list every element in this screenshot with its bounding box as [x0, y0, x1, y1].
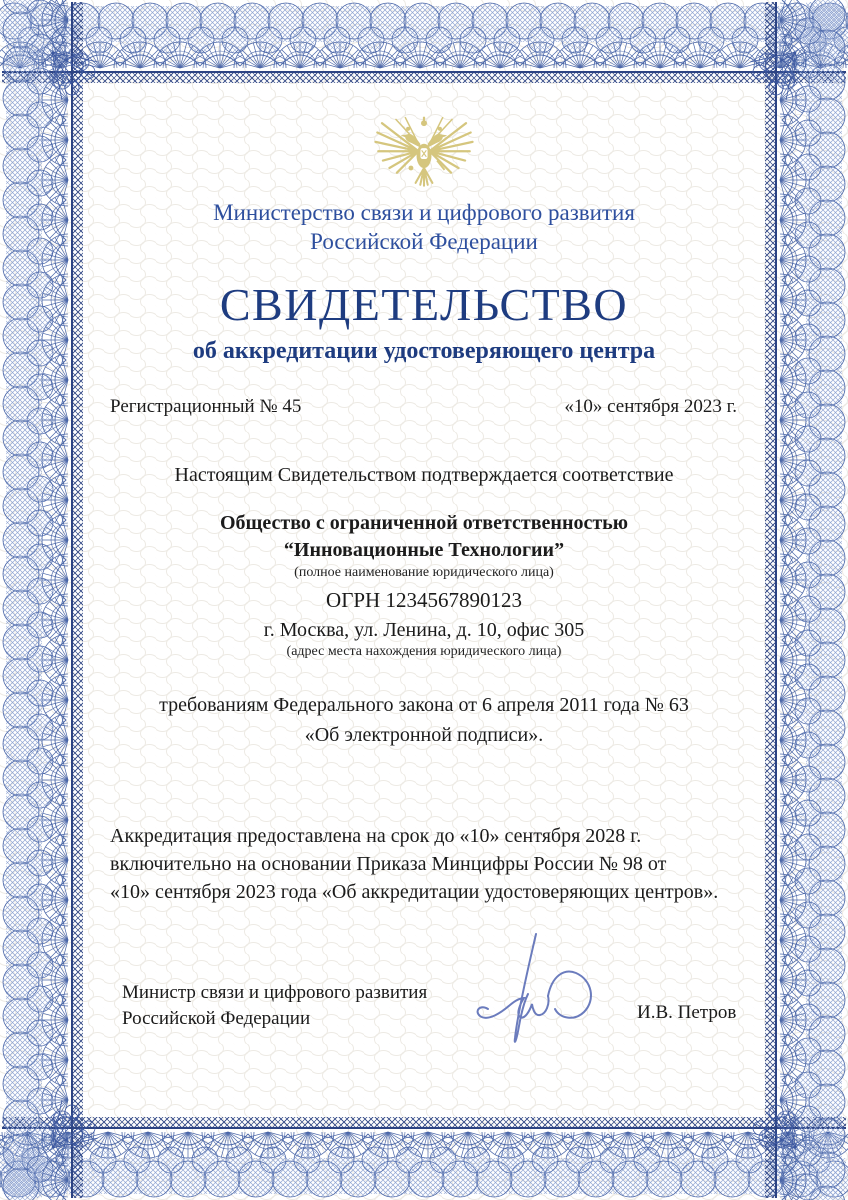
accreditation-line-2: включительно на основании Приказа Минцифры России № 98 от	[110, 853, 667, 875]
organization-name-line-1: Общество с ограниченной ответственностью	[219, 512, 629, 534]
accreditation-line-3: «10» сентября 2023 года «Об аккредитации удостоверяющих центров».	[110, 881, 719, 903]
ogrn-number: ОГРН 1234567890123	[326, 588, 522, 612]
ministry-line-1: Министерство связи и цифрового развития	[213, 200, 635, 225]
registration-row	[110, 396, 737, 418]
organization-address: г. Москва, ул. Ленина, д. 10, офис 305	[263, 619, 585, 641]
accreditation-line-1: Аккредитация предоставлена на срок до «10» сентября 2028 г.	[110, 825, 642, 847]
organization-name	[92, 510, 756, 581]
certificate-title: СВИДЕТЕЛЬСТВО	[219, 279, 629, 330]
organization-address-caption: (адрес места нахождения юридического лица)	[286, 644, 562, 659]
issue-date: «10» сентября 2023 г.	[564, 396, 737, 417]
accreditation-paragraph	[110, 822, 760, 906]
signature-icon	[458, 912, 628, 1062]
law-line-1: требованиям Федерального закона от 6 апреля 2011 года № 63	[159, 694, 689, 716]
signer-name: И.В. Петров	[637, 1002, 737, 1023]
ministry-name	[92, 198, 756, 256]
confirmation-statement: Настоящим Свидетельством подтверждается соответствие	[174, 464, 674, 486]
signer-title-line-2: Российской Федерации	[122, 1008, 311, 1029]
coat-of-arms-eagle-icon	[368, 112, 480, 196]
signer-title	[122, 980, 427, 1032]
organization-name-line-2: “Инновационные Технологии”	[283, 539, 565, 561]
certificate-subtitle: об аккредитации удостоверяющего центра	[192, 338, 656, 364]
signer-title-line-1: Министр связи и цифрового развития	[122, 982, 428, 1003]
organization-address-block	[92, 617, 756, 660]
law-line-2: «Об электронной подписи».	[304, 724, 544, 746]
ministry-line-2: Российской Федерации	[310, 229, 538, 254]
law-reference	[92, 690, 756, 750]
registration-number: Регистрационный № 45	[110, 396, 302, 417]
organization-name-caption: (полное наименование юридического лица)	[294, 565, 554, 580]
